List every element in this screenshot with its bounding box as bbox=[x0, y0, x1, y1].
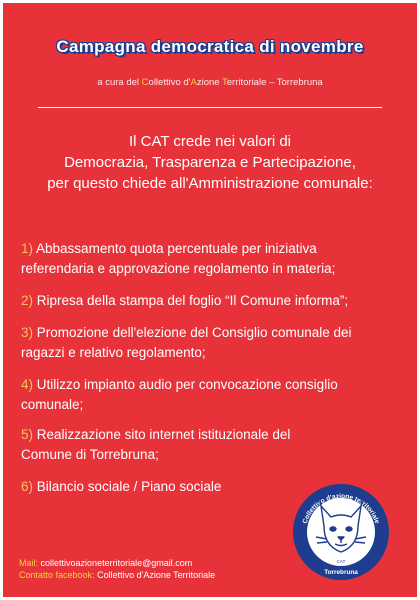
logo-ring-text: Collettivo d'azione territoriale bbox=[301, 492, 381, 525]
intro-line: Il CAT crede nei valori di bbox=[128, 133, 291, 150]
mail-address: collettivoazioneterritoriale@gmail.com bbox=[40, 558, 193, 568]
item-text: comunale; bbox=[21, 397, 84, 412]
poster-title: Campagna democratica di novembre bbox=[56, 37, 364, 56]
item-text: Realizzazione sito internet istituzionale del bbox=[36, 427, 291, 442]
logo-town-text: Torrebruna bbox=[324, 569, 358, 576]
divider bbox=[38, 107, 382, 108]
item-text: Ripresa della stampa del foglio “Il Comune informa”; bbox=[36, 293, 349, 308]
poster bbox=[3, 3, 417, 597]
subtitle-word-azione: zione bbox=[196, 77, 223, 88]
item-text: referendaria e approvazione regolamento in materia; bbox=[21, 261, 336, 276]
intro-line: per questo chiede all'Amministrazione comunale: bbox=[47, 175, 373, 192]
facebook-line bbox=[19, 569, 215, 581]
item-text: Abbassamento quota percentuale per iniziativa bbox=[36, 241, 317, 256]
subtitle-word-collettivo: ollettivo d' bbox=[148, 77, 191, 88]
item-text: Utilizzo impianto audio per convocazione consiglio bbox=[36, 377, 338, 392]
subtitle bbox=[3, 77, 417, 88]
intro-line: Democrazia, Trasparenza e Partecipazione, bbox=[64, 154, 356, 171]
subtitle-initial-t: T bbox=[222, 77, 227, 88]
item-number: 5) bbox=[21, 427, 34, 442]
item-number: 4) bbox=[21, 377, 34, 392]
cat-logo bbox=[291, 482, 391, 582]
list-item bbox=[21, 239, 403, 279]
contacts bbox=[19, 557, 215, 581]
facebook-label: Contatto facebook: bbox=[19, 570, 95, 580]
list-item bbox=[21, 425, 403, 465]
list-item bbox=[21, 375, 403, 415]
item-text: Promozione dell'elezione del Consiglio comunale dei bbox=[36, 325, 352, 340]
facebook-name: Collettivo d'Azione Territoriale bbox=[97, 570, 216, 580]
subtitle-word-territoriale: erritoriale – Torrebruna bbox=[226, 77, 323, 88]
intro-text bbox=[3, 131, 417, 194]
logo-cat-text: CAT bbox=[336, 559, 346, 564]
item-number: 6) bbox=[21, 479, 34, 494]
mail-label: Mail: bbox=[19, 558, 39, 568]
item-number: 1) bbox=[21, 241, 34, 256]
subtitle-prefix: a cura del bbox=[97, 77, 142, 88]
item-number: 3) bbox=[21, 325, 34, 340]
list-item bbox=[21, 291, 403, 311]
subtitle-initial-a: A bbox=[190, 77, 197, 88]
subtitle-initial-c: C bbox=[141, 77, 149, 88]
item-text: ragazzi e relativo regolamento; bbox=[21, 345, 206, 360]
list-item bbox=[21, 323, 403, 363]
item-number: 2) bbox=[21, 293, 34, 308]
item-text: Comune di Torrebruna; bbox=[21, 447, 159, 462]
mail-line bbox=[19, 557, 215, 569]
item-text: Bilancio sociale / Piano sociale bbox=[36, 479, 222, 494]
